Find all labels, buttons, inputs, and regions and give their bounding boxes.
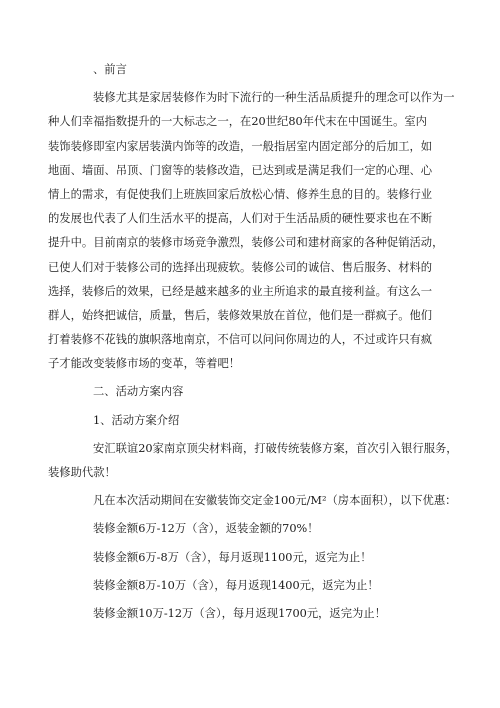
paragraph-line: 提升中。目前南京的装修市场竞争激烈，装修公司和建材商家的各种促销活动，	[48, 236, 444, 250]
subsection-heading-intro: 1、活动方案介绍	[93, 413, 180, 427]
paragraph-line: 装饰装修即室内家居装潢内饰等的改造，一般指居室内固定部分的后加工，如	[48, 139, 433, 153]
preface-paragraph	[48, 86, 455, 376]
paragraph-line: 装修助代款！	[48, 466, 116, 479]
section-heading-preface: 、前言	[93, 63, 127, 76]
paragraph-line: 子才能改变装修市场的变革，等着吧！	[48, 357, 241, 371]
discount-tier-list	[48, 517, 452, 626]
paragraph-line: 的发展也代表了人们生活水平的提高，人们对于生活品质的硬性要求也在不断	[48, 212, 433, 226]
paragraph-line: 群人，始终把诚信，质量，售后，装修效果放在首位，他们是一群疯子。他们	[48, 308, 433, 322]
intro-paragraph	[48, 437, 458, 485]
discount-tier: 装修金额6万-8万（含），每月返现1100元，返完为止！	[93, 550, 372, 564]
offer-line: 凡在本次活动期间在安徽装饰交定金100元/M²（房本面积），以下优惠：	[93, 494, 457, 508]
discount-tier: 装修金额10万-12万（含），每月返现1700元，返完为止！	[93, 606, 386, 620]
paragraph-line: 地面、墙面、吊顶、门窗等的装修改造，已达到或是满足我们一定的心理、心	[48, 163, 433, 177]
discount-tier: 装修金额6万-12万（含），返装金额的70%！	[93, 522, 319, 536]
paragraph-line: 打着装修不花钱的旗帜落地南京，不信可以问问你周边的人，不过或许只有疯	[48, 333, 433, 347]
paragraph-line: 装修尤其是家居装修作为时下流行的一种生活品质提升的理念可以作为一	[93, 91, 455, 105]
paragraph-line: 选择，装修后的效果，已经是越来越多的业主所追求的最直接利益。有这么一	[48, 284, 433, 298]
paragraph-line: 情上的需求，有促使我们上班族回家后放松心情、修养生息的目的。装修行业	[48, 187, 433, 201]
section-heading-activity: 二、活动方案内容	[93, 385, 184, 399]
discount-tier: 装修金额8万-10万（含），每月返现1400元，返完为止！	[93, 578, 379, 592]
paragraph-line: 安汇联谊20家南京顶尖材料商，打破传统装修方案，首次引入银行服务，	[93, 441, 458, 455]
paragraph-line: 已使人们对于装修公司的选择出现疲软。装修公司的诚信、售后服务、材料的	[48, 260, 433, 274]
paragraph-line: 种人们幸福指数提升的一大标志之一，在20世纪80年代末在中国诞生。室内	[48, 115, 427, 129]
